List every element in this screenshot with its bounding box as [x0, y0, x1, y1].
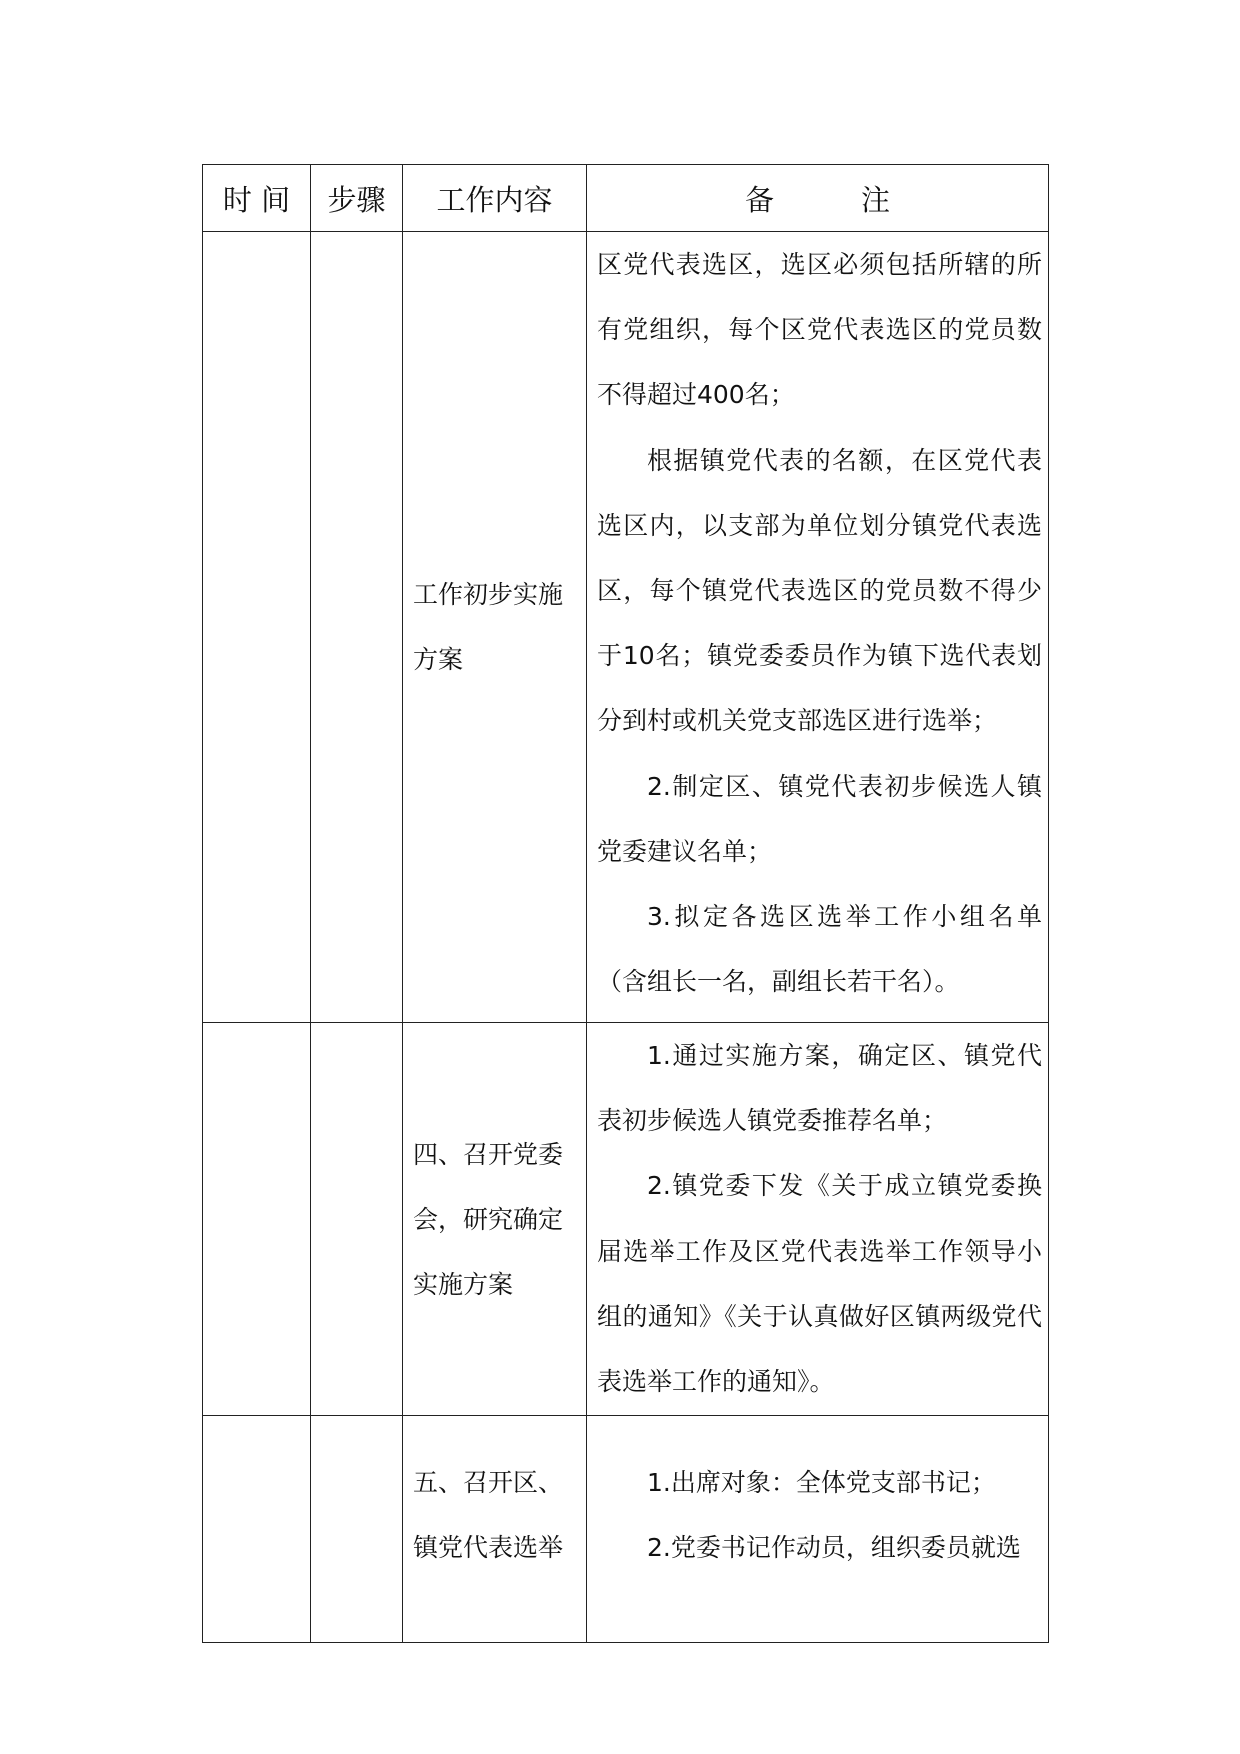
header-time: 时 间 [203, 165, 311, 232]
time-cell [203, 1416, 311, 1643]
work-content-cell: 五、召开区、镇党代表选举 [403, 1416, 587, 1643]
work-content-cell: 四、召开党委会，研究确定实施方案 [403, 1023, 587, 1416]
table-row [203, 1023, 1049, 1416]
note-paragraph: 2.制定区、镇党代表初步候选人镇党委建议名单； [597, 771, 1042, 866]
note-paragraph: 1.通过实施方案，确定区、镇党代表初步候选人镇党委推荐名单； [597, 1041, 1042, 1136]
step-cell [311, 232, 403, 1023]
work-content-cell: 工作初步实施方案 [403, 232, 587, 1023]
notes-cell [587, 1416, 1049, 1643]
note-paragraph: 2.党委书记作动员，组织委员就选 [647, 1533, 1021, 1563]
time-cell [203, 232, 311, 1023]
header-notes: 备 注 [587, 165, 1049, 232]
note-paragraph: 区党代表选区，选区必须包括所辖的所有党组织，每个区党代表选区的党员数不得超过400名； [597, 250, 1042, 410]
note-paragraph: 根据镇党代表的名额，在区党代表选区内，以支部为单位划分镇党代表选区，每个镇党代表选区的党员数不得少于10名；镇党委委员作为镇下选代表划分到村或机关党支部选区进行选举； [597, 445, 1042, 736]
table-row [203, 1416, 1049, 1643]
step-cell [311, 1416, 403, 1643]
table-row [203, 232, 1049, 1023]
time-cell [203, 1023, 311, 1416]
header-step: 步骤 [311, 165, 403, 232]
header-work-content: 工作内容 [403, 165, 587, 232]
notes-cell [587, 1023, 1049, 1416]
note-paragraph: 2.镇党委下发《关于成立镇党委换届选举工作及区党代表选举工作领导小组的通知》《关于认真做好区镇两级党代表选举工作的通知》。 [597, 1171, 1042, 1397]
notes-cell [587, 232, 1049, 1023]
note-paragraph: 3.拟定各选区选举工作小组名单（含组长一名，副组长若干名）。 [597, 902, 1042, 997]
work-plan-table [202, 164, 1049, 1643]
note-paragraph: 1.出席对象：全体党支部书记； [647, 1468, 996, 1497]
step-cell [311, 1023, 403, 1416]
table-header-row [203, 165, 1049, 232]
